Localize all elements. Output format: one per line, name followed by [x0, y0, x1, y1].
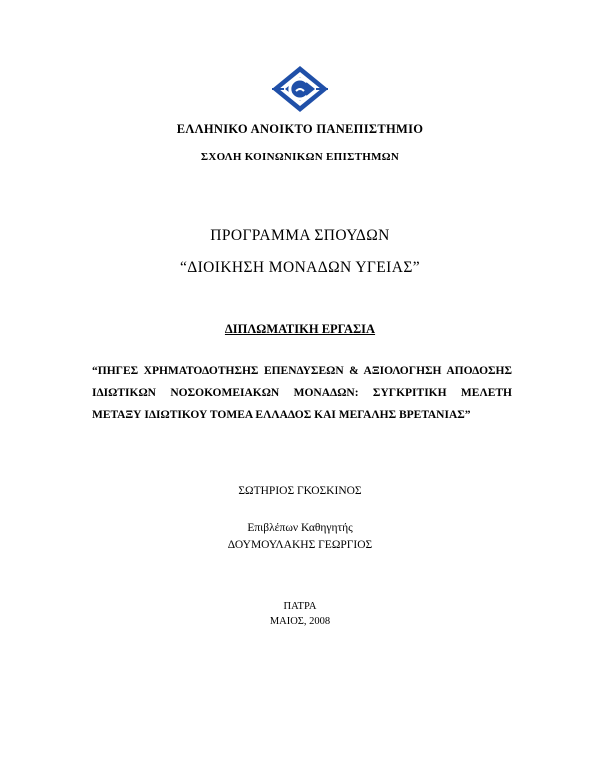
supervisor-label: Επιβλέπων Καθηγητής: [247, 522, 353, 534]
author-name: ΣΩΤΗΡΙΟΣ ΓΚΟΣΚΙΝΟΣ: [238, 485, 362, 497]
university-name: ΕΛΛΗΝΙΚΟ ΑΝΟΙΚΤΟ ΠΑΝΕΠΙΣΤΗΜΙΟ: [176, 122, 424, 136]
university-logo-icon: [270, 64, 330, 114]
program-label: ΠΡΟΓΡΑΜΜΑ ΣΠΟΥΔΩΝ: [210, 227, 390, 244]
thesis-title-line-2: ΙΔΙΩΤΙΚΩΝ ΝΟΣΟΚΟΜΕΙΑΚΩΝ ΜΟΝΑΔΩΝ: ΣΥΓΚΡΙΤΙΚΗ ΜΕΛΕΤΗ: [92, 387, 512, 399]
supervisor-name: ΔΟΥΜΟΥΛΑΚΗΣ ΓΕΩΡΓΙΟΣ: [227, 539, 373, 551]
date: ΜΑΙΟΣ, 2008: [269, 616, 331, 627]
program-name: “ΔΙΟΙΚΗΣΗ ΜΟΝΑΔΩΝ ΥΓΕΙΑΣ”: [179, 259, 421, 276]
thesis-type: ΔΙΠΛΩΜΑΤΙΚΗ ΕΡΓΑΣΙΑ: [224, 322, 376, 336]
school-name: ΣΧΟΛΗ ΚΟΙΝΩΝΙΚΩΝ ΕΠΙΣΤΗΜΩΝ: [200, 151, 400, 163]
thesis-title: [92, 360, 512, 426]
thesis-title-line-1: “ΠΗΓΕΣ ΧΡΗΜΑΤΟΔΟΤΗΣΗΣ ΕΠΕΝΔΥΣΕΩΝ & ΑΞΙΟΛΟΓΗΣΗ ΑΠΟΔΟΣΗΣ: [92, 365, 512, 377]
thesis-title-line-3: ΜΕΤΑΞΥ ΙΔΙΩΤΙΚΟΥ ΤΟΜΕΑ ΕΛΛΑΔΟΣ ΚΑΙ ΜΕΓΑΛΗΣ ΒΡΕΤΑΝΙΑΣ”: [92, 409, 471, 421]
place: ΠΑΤΡΑ: [283, 601, 317, 612]
